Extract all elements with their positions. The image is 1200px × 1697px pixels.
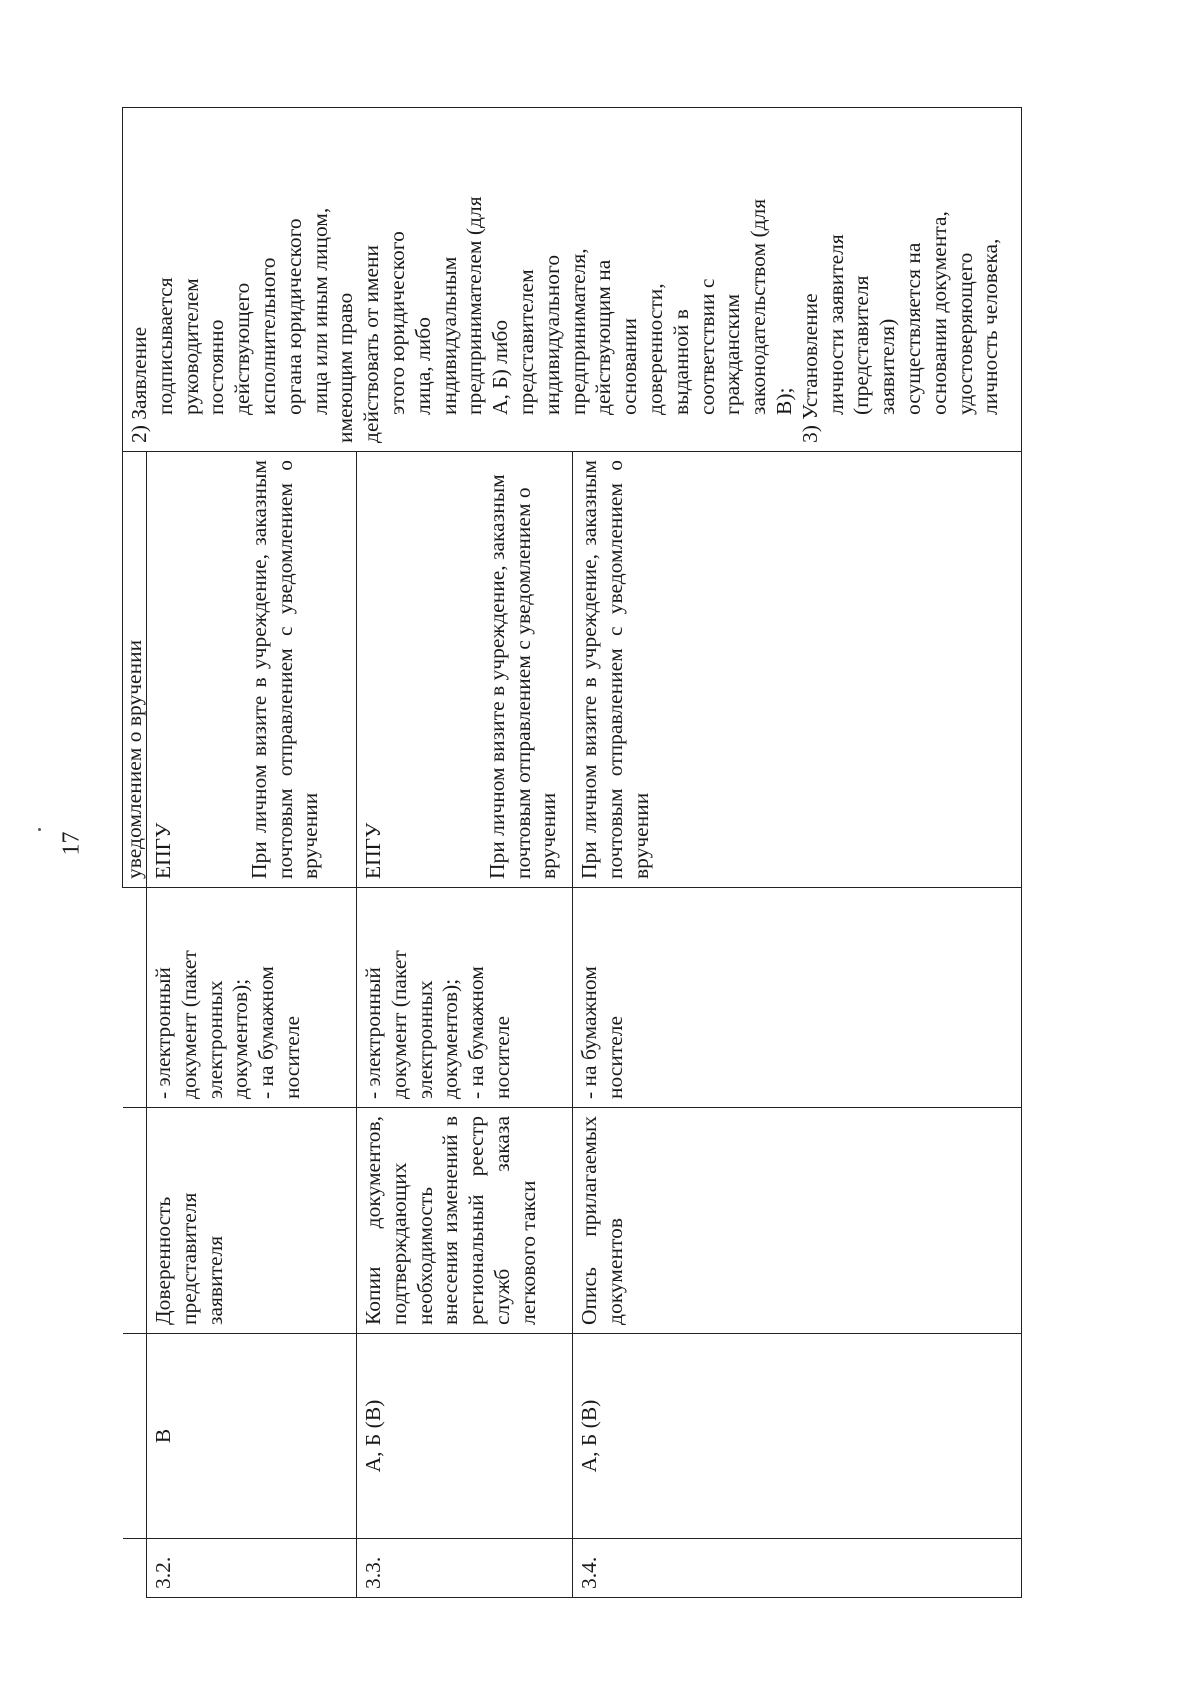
document-form: - электронный документ (пакет электронных документов); - на бумажном носителе	[147, 888, 357, 1108]
document-form: - на бумажном носителе	[573, 888, 1022, 1108]
table-row-continued	[123, 108, 147, 1598]
row-number: 3.3.	[357, 1539, 573, 1598]
document-form: - электронный документ (пакет электронных документов); - на бумажном носителе	[357, 888, 573, 1108]
applicant-category: А, Б (В)	[357, 1334, 573, 1539]
document-name: Копии документов, подтверждающих необходимость внесения изменений в региональный реестр служб заказа легкового такси	[357, 1108, 573, 1334]
continued-text: уведомлением о вручении	[123, 452, 147, 888]
scan-dot	[38, 828, 41, 831]
applicant-category: А, Б (В)	[573, 1334, 1022, 1539]
row-number: 3.4.	[573, 1539, 1022, 1598]
applicant-category: В	[147, 1334, 357, 1539]
row-number: 3.2.	[147, 1539, 357, 1598]
document-name: Опись прилагаемых документов	[573, 1108, 1022, 1334]
document-name: Доверенность представителя заявителя	[147, 1108, 357, 1334]
requirements-cell: 2) Заявление подписывается руководителем постоянно действующего исполнительного органа юридического лица или иным лицом, имеющим право действовать от имени этого юридического лица, либо индивидуальным предпринимателем (для А, Б) либо представителем индивидуального предпринимателя, действующим на основании доверенности, выданной в соответствии с гражданским законодательством (для В); 3) Установление личности заявителя (представителя заявителя) осуществляется на основании документа, удостоверяющего личность человека,	[123, 108, 1022, 452]
page-number: 17	[58, 831, 85, 856]
submission-methods: ЕПГУ При личном визите в учреждение, заказным почтовым отправлением с уведомлением о вручении	[357, 452, 573, 888]
requirements-table	[122, 107, 1022, 1598]
submission-methods: ЕПГУ При личном визите в учреждение, заказным почтовым отправлением с уведомлением о вручении	[147, 452, 357, 888]
submission-methods: При личном визите в учреждение, заказным почтовым отправлением с уведомлением о вручении	[573, 452, 1022, 888]
rotated-table-area	[122, 108, 1022, 1598]
